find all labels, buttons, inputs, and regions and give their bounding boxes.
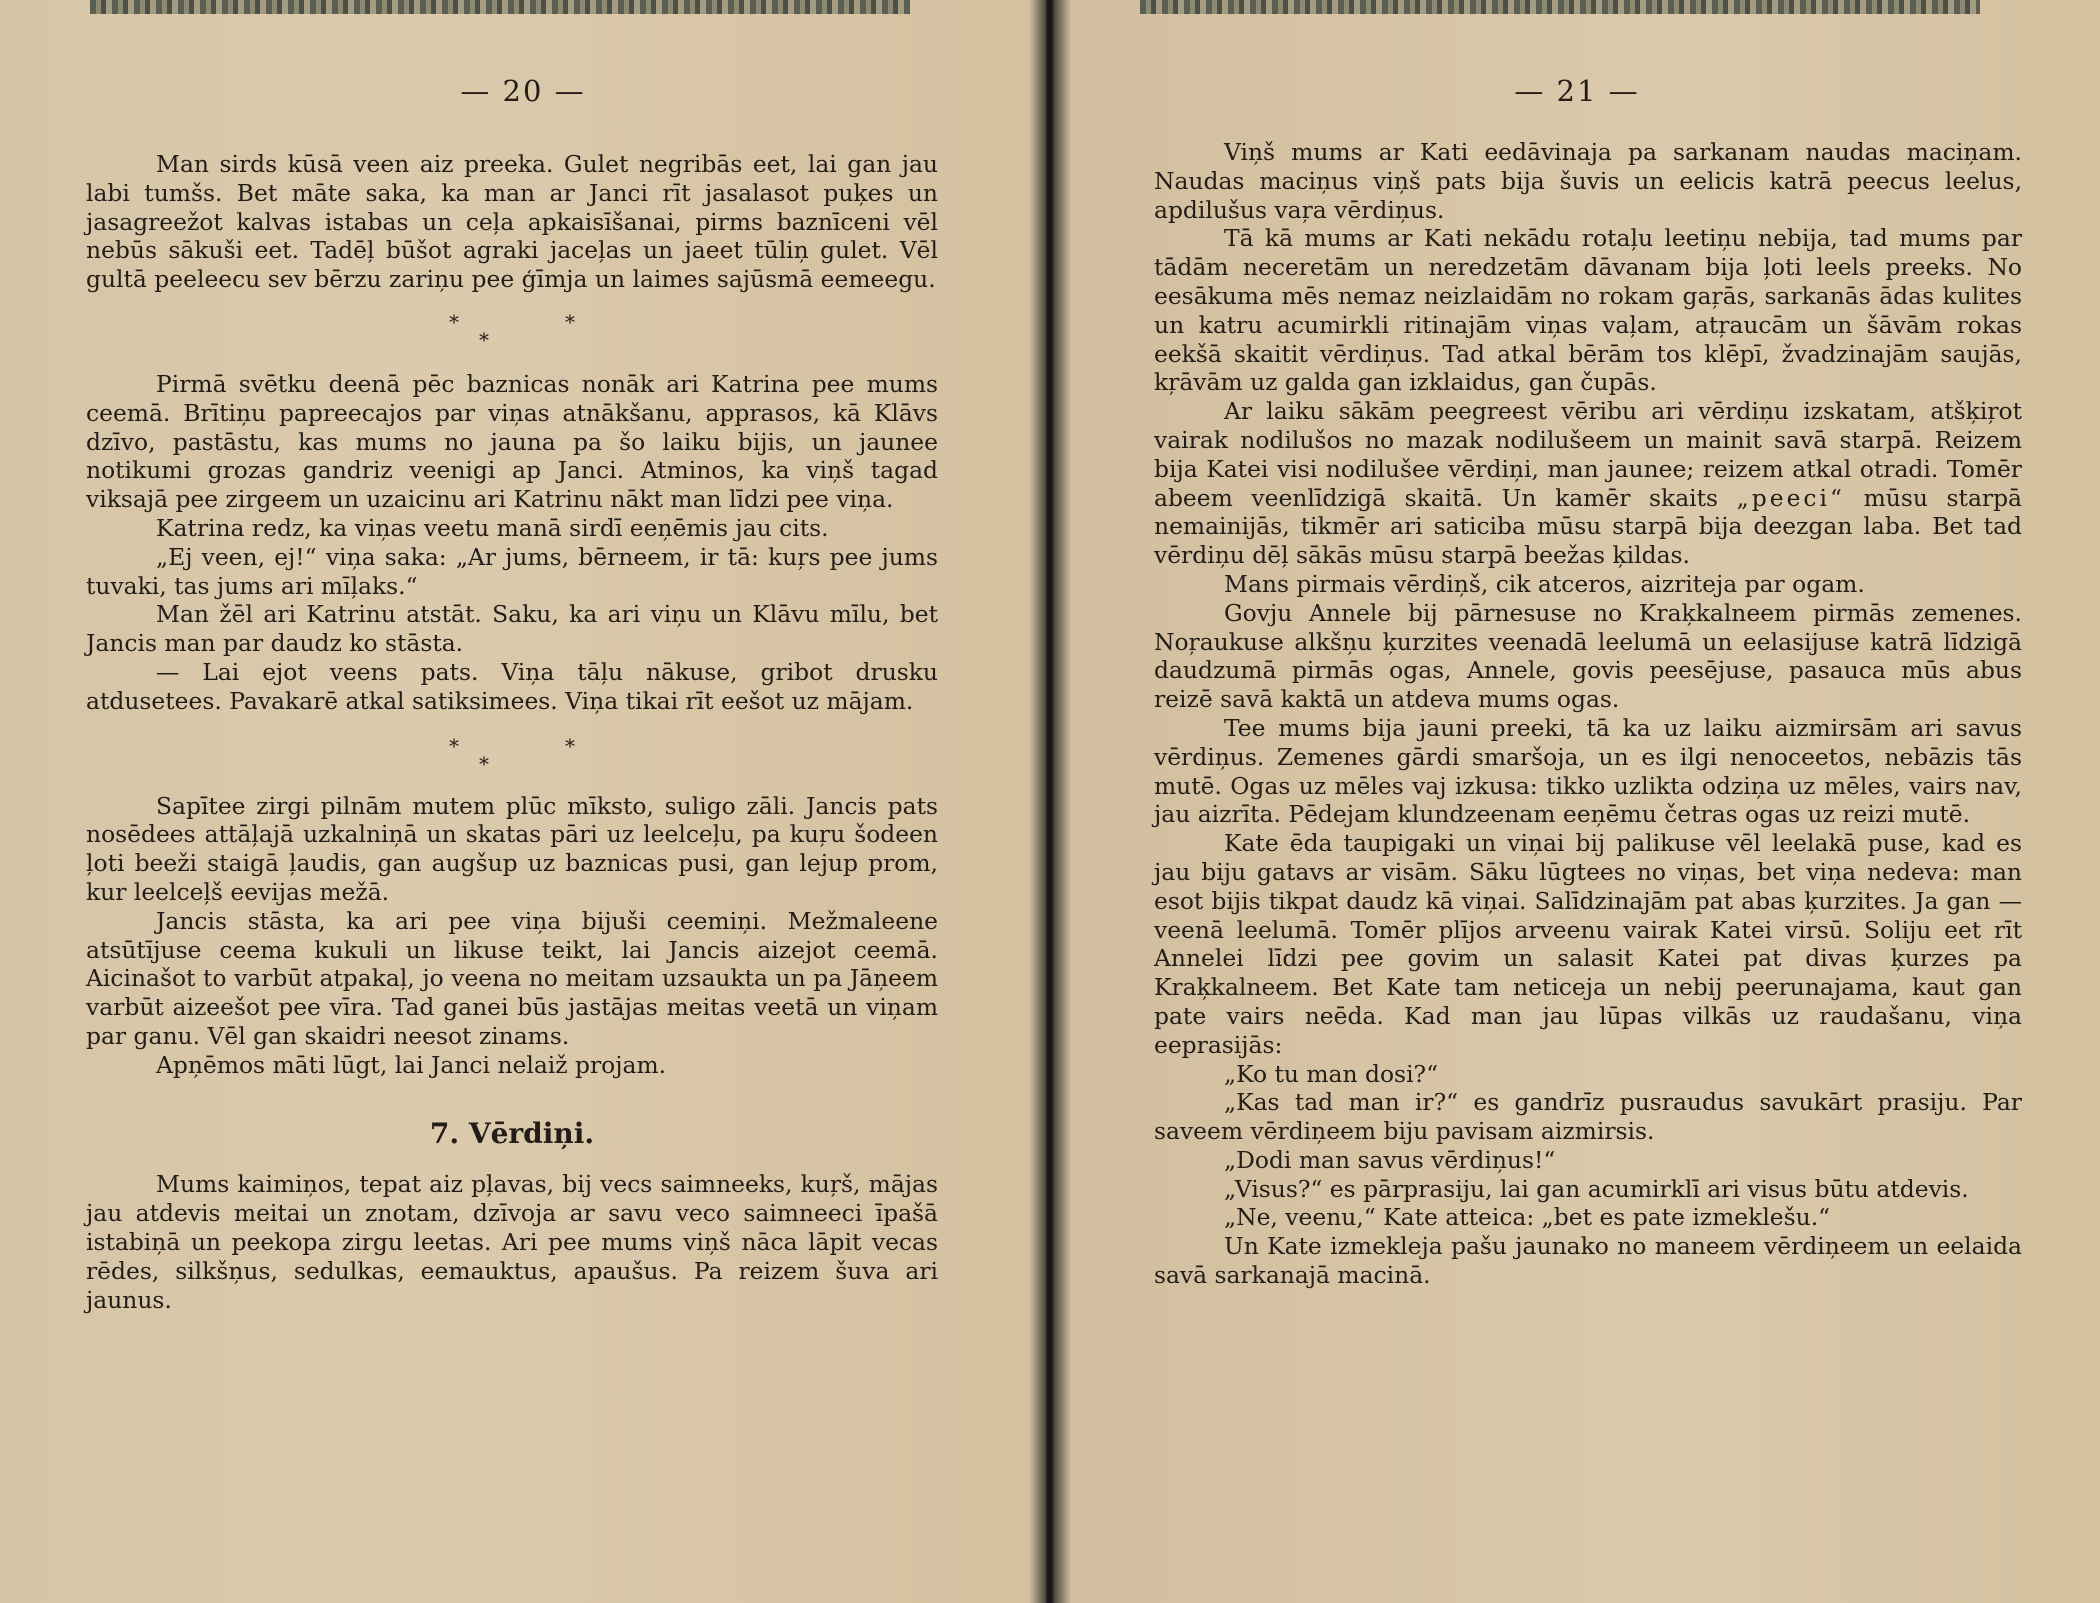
paragraph: „Visus?“ es pārprasiju, lai gan acumirklī ari visus būtu atdevis.: [1224, 1174, 1969, 1203]
paragraph: „Ko tu man dosi?“: [1224, 1059, 1439, 1088]
paragraph: Apņēmos māti lūgt, lai Janci nelaiž projam.: [156, 1050, 667, 1079]
page-number: — 21 —: [1514, 74, 1640, 108]
left-page: [0, 0, 1046, 1603]
paragraph: Tā kā mums ar Kati nekādu rotaļu leetiņu nebija, tad mums par tādām neceretām un neredzetām dāvanam bija ļoti leels preeks. No eesākuma mēs nemaz neizlaidām no rokam gaŗās, sarkanās ādas kulites un katru acumirkli ritinajām viņas vaļam, atŗaucām un šāvām rokas eekšā skaitit vērdiņus. Tad atkal bērām tos klēpī, žvadzinajām saujās, kŗāvām uz galda gan izklaidus, gan čupās.: [1154, 224, 2022, 397]
separator-star: *: [565, 309, 575, 334]
section-separator: [86, 724, 938, 782]
emphasized-word: „peeci“: [1736, 483, 1845, 512]
separator-star: *: [479, 751, 489, 776]
separator-star: *: [449, 309, 459, 334]
paragraph: Mans pirmais vērdiņš, cik atceros, aizriteja par ogam.: [1224, 569, 1865, 598]
paragraph-text: mūsu starpā nemainijās, tikmēr ari saticiba mūsu starpā bija deezgan laba. Bet tad vērdiņu dēļ sākās mūsu starpā beežas ķildas.: [1154, 483, 2022, 570]
paragraph: Jancis stāsta, ka ari pee viņa bijuši ceemiņi. Mežmaleene atsūtījuse ceema kukuli un likuse teikt, lai Jancis aizejot ceemā. Aicinašot to varbūt atpakaļ, jo veena no meitam uzsaukta un pa Jāņeem varbūt aizeešot pee vīra. Tad ganei būs jastājas meitas veetā un viņam par ganu. Vēl gan skaidri neesot zinams.: [86, 906, 938, 1050]
paragraph: Tee mums bija jauni preeki, tā ka uz laiku aizmirsām ari savus vērdiņus. Zemenes gārdi smaršoja, un es ilgi nenoceetos, nebāzis tās mutē. Ogas uz mēles vaj izkusa: tikko uzlikta odziņa uz mēles, vairs nav, jau aizrīta. Pēdejam klundzeenam eeņēmu četras ogas uz reizi mutē.: [1154, 713, 2022, 829]
section-separator: [86, 302, 938, 360]
chapter-heading: 7. Vērdiņi.: [429, 1116, 595, 1150]
page-text: [1154, 138, 2022, 1290]
page-text: [86, 150, 938, 1314]
page-number: — 20 —: [460, 74, 586, 108]
paragraph-text: Ar laiku sākām peegreest vēribu ari vērdiņu izskatam, atšķiŗot vairak nodilušos no mazak nodilušeem un mainit savā starpā. Reizem bija Katei visi nodilušee vērdiņi, man jaunee; reizem atkal otradi. Tomēr abeem veenlīdzigā skaitā. Un kamēr skaits: [1154, 397, 2022, 512]
paragraph: Mums kaimiņos, tepat aiz pļavas, bij vecs saimneeks, kuŗš, mājas jau atdevis meitai un znotam, dzīvoja ar savu veco saimneeci īpašā istabiņā un peekopa zirgu leetas. Ari pee mums viņš nāca lāpit vecas rēdes, silkšņus, sedulkas, eemauktus, apaušus. Pa reizem šuva ari jaunus.: [86, 1170, 938, 1314]
paragraph: Kate ēda taupigaki un viņai bij palikuse vēl leelakā puse, kad es jau biju gatavs ar visām. Sāku lūgtees no viņas, bet viņa nedeva: man esot bijis tikpat daudz kā viņai. Salīdzinajām pat abas ķurzites. Ja gan — veenā leelumā. Tomēr plījos arveenu vairak Katei virsū. Soliju eet rīt Annelei līdzi pee govim un salasit Katei pat divas ķurzes pa Kraķkalneem. Bet Kate tam neticeja un nebij peerunajama, kaut gan pate vairs neēda. Kad man jau lūpas vilkās uz raudašanu, viņa eeprasijās:: [1154, 829, 2022, 1059]
paragraph: Govju Annele bij pārnesuse no Kraķkalneem pirmās zemenes. Noŗaukuse alkšņu ķurzites veenadā leelumā un eelasijuse katrā līdzigā daudzumā pirmās ogas, Annele, govis peesējuse, pasauca mūs abus reizē savā kaktā un atdeva mums ogas.: [1154, 598, 2022, 714]
separator-star: *: [565, 733, 575, 758]
paragraph: „Kas tad man ir?“ es gandrīz pusraudus savukārt prasiju. Par saveem vērdiņeem biju pavisam aizmirsis.: [1154, 1088, 2022, 1146]
paragraph: Sapītee zirgi pilnām mutem plūc mīksto, suligo zāli. Jancis pats nosēdees attāļajā uzkalniņā un skatas pāri uz leelceļu, pa kuŗu šodeen ļoti beeži staigā ļaudis, gan augšup uz baznicas pusi, gan lejup prom, kur leelceļš eevijas mežā.: [86, 791, 938, 906]
paragraph: „Ne, veenu,“ Kate atteica: „bet es pate izmeklešu.“: [1224, 1203, 1831, 1232]
separator-star: *: [449, 733, 459, 758]
separator-star: *: [479, 327, 489, 352]
paragraph: Viņš mums ar Kati eedāvinaja pa sarkanam naudas maciņam. Naudas maciņus viņš pats bija šuvis un eelicis katrā peecus leelus, apdilušus vaŗa vērdiņus.: [1154, 138, 2022, 224]
paragraph: Katrina redz, ka viņas veetu manā sirdī eeņēmis jau cits.: [156, 513, 829, 542]
paragraph: Man žēl ari Katrinu atstāt. Saku, ka ari viņu un Klāvu mīlu, bet Jancis man par daudz ko stāsta.: [86, 600, 938, 658]
book-spine: [1046, 0, 1054, 1603]
paragraph: „Ej veen, ej!“ viņa saka: „Ar jums, bērneem, ir tā: kuŗs pee jums tuvaki, tas jums ari mīļaks.“: [86, 542, 938, 600]
paragraph: [1154, 397, 2022, 570]
paragraph: „Dodi man savus vērdiņus!“: [1224, 1145, 1556, 1174]
right-page: [1054, 0, 2100, 1603]
paragraph: Un Kate izmekleja pašu jaunako no maneem vērdiņeem un eelaida savā sarkanajā macinā.: [1154, 1232, 2022, 1290]
paragraph: Pirmā svētku deenā pēc baznicas nonāk ari Katrina pee mums ceemā. Brītiņu papreecajos par viņas atnākšanu, apprasos, kā Klāvs dzīvo, pastāstu, kas mums no jauna pa šo laiku bijis, un jaunee notikumi grozas gandriz veenigi ap Janci. Atminos, ka viņš tagad viksajā pee zirgeem un uzaicinu ari Katrinu nākt man līdzi pee viņa.: [86, 369, 938, 514]
paragraph: Man sirds kūsā veen aiz preeka. Gulet negribās eet, lai gan jau labi tumšs. Bet māte saka, ka man ar Janci rīt jasalasot puķes un jasagreežot kalvas istabas un ceļa apkaisīšanai, pirms baznīceni vēl nebūs sākuši eet. Tadēļ būšot agraki jaceļas un jaeet tūliņ gulet. Vēl gultā peeleecu sev bērzu zariņu pee ģīmja un laimes sajūsmā eemeegu.: [86, 150, 938, 294]
paragraph: — Lai ejot veens pats. Viņa tāļu nākuse, gribot drusku atdusetees. Pavakarē atkal satiksimees. Viņa tikai rīt eešot uz mājam.: [86, 657, 938, 715]
